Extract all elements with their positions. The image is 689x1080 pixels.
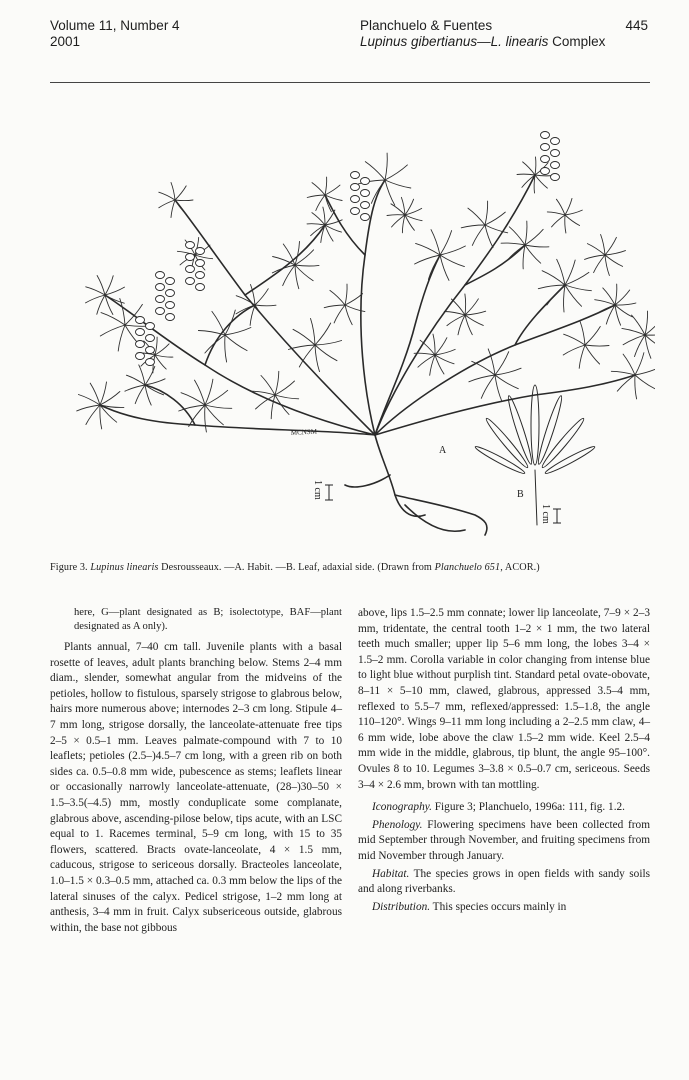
leaflet	[118, 325, 125, 351]
leaf-whorl	[77, 382, 124, 429]
habitat-paragraph	[358, 867, 650, 898]
flower	[186, 254, 195, 261]
flower	[156, 296, 165, 303]
leaflet	[509, 227, 525, 245]
habitat-text: The species grows in open fields with sandy soils and along riverbanks.	[358, 867, 650, 896]
flower	[361, 214, 370, 221]
leaflet	[495, 375, 518, 389]
leaflet	[387, 215, 405, 216]
leaflet	[135, 385, 145, 404]
caption-figure-number: Figure 3.	[50, 562, 88, 573]
leaflet	[565, 198, 572, 215]
leaflet	[189, 405, 205, 427]
leaflet	[171, 183, 175, 201]
caption-voucher: Planchuelo 651	[434, 562, 501, 573]
leaflet	[385, 165, 407, 180]
leaflet	[385, 153, 387, 180]
flower	[146, 323, 155, 330]
leaflet	[525, 229, 543, 245]
leaflet	[295, 265, 319, 266]
header-rule	[50, 82, 650, 83]
leaflet	[564, 334, 585, 345]
flower	[551, 174, 560, 181]
leaflet	[579, 345, 585, 368]
leaflet	[325, 177, 327, 195]
leaflet	[615, 284, 617, 305]
leaf-whorl	[307, 207, 342, 242]
leaf-whorl	[86, 276, 125, 315]
leaflet	[615, 305, 621, 325]
leaflet	[431, 230, 440, 255]
leaf-whorl	[272, 241, 319, 288]
plant-stems	[100, 175, 635, 535]
leaflet	[105, 276, 113, 295]
leaflet	[299, 345, 315, 367]
leaflet	[564, 285, 565, 312]
leaf-whorl	[469, 349, 521, 401]
leaflet	[311, 318, 316, 345]
running-header-right	[360, 18, 605, 50]
leaf-whorl	[547, 198, 582, 233]
leaflet	[295, 265, 313, 281]
raceme	[541, 132, 560, 181]
iconography-label: Iconography.	[372, 801, 432, 814]
leaf-whorl	[444, 294, 485, 335]
leaflet	[312, 183, 325, 195]
leaflet	[420, 340, 435, 355]
flower	[351, 172, 360, 179]
leaf-whorl	[159, 183, 193, 218]
leaflet	[155, 337, 157, 355]
leaf-whorl	[387, 197, 422, 232]
flower	[166, 302, 175, 309]
flower	[136, 317, 145, 324]
leaflet	[175, 200, 193, 201]
flower	[196, 284, 205, 291]
flower	[541, 156, 550, 163]
leaflet	[645, 311, 648, 335]
leaf-whorl	[585, 235, 626, 276]
leaflet	[525, 221, 527, 245]
flower	[186, 278, 195, 285]
leaflet	[585, 345, 600, 364]
leaflet	[293, 329, 315, 345]
leaflet	[212, 311, 225, 335]
leaflet	[86, 295, 106, 303]
leaflet	[86, 405, 100, 425]
flower	[541, 168, 550, 175]
lupinus-linearis-drawing	[45, 105, 655, 545]
leaflet	[77, 405, 100, 411]
scale-label-b: 1 cm	[540, 504, 551, 524]
leaflet	[556, 199, 565, 215]
iconography-paragraph	[358, 800, 650, 816]
leaflet	[325, 185, 340, 195]
leaflet	[275, 395, 299, 399]
flower	[186, 266, 195, 273]
leaf-whorl	[198, 310, 251, 362]
leaflet	[402, 215, 405, 233]
leaflet	[236, 296, 255, 305]
leaflet	[645, 335, 651, 358]
leaflet	[635, 353, 644, 375]
phenology-label: Phenology.	[372, 818, 423, 831]
short-title-rest: Complex	[548, 34, 606, 49]
leaflet	[465, 294, 466, 315]
leaflet	[195, 255, 213, 259]
flower	[196, 260, 205, 267]
caption-description: Desrousseaux. —A. Habit. —B. Leaf, adaxial side. (Drawn from	[158, 562, 435, 573]
flower	[351, 196, 360, 203]
leaf-whorl	[288, 318, 341, 371]
leaflet	[225, 335, 227, 362]
distribution-text: This species occurs mainly in	[430, 900, 567, 913]
leaflet	[435, 349, 455, 355]
leaflet	[485, 212, 505, 225]
flower	[351, 184, 360, 191]
flower	[196, 272, 205, 279]
flower	[146, 359, 155, 366]
leaflet	[615, 305, 632, 317]
phenology-paragraph	[358, 818, 650, 865]
leaflet	[126, 375, 145, 385]
leaf-whorl	[307, 177, 342, 212]
flower	[136, 341, 145, 348]
leaflet	[565, 285, 582, 306]
leaflet	[623, 354, 635, 375]
flower	[551, 150, 560, 157]
leaflet	[465, 299, 478, 315]
leaf-whorl	[415, 230, 466, 281]
leaflet	[255, 305, 276, 306]
leaflet	[552, 215, 566, 227]
article-authors: Planchuelo & Fuentes	[360, 18, 493, 33]
page-number: 445	[625, 18, 648, 33]
flower	[186, 242, 195, 249]
flower	[146, 347, 155, 354]
leaflet	[565, 285, 591, 291]
leaflet	[171, 200, 175, 218]
type-specimen-note: here, G—plant designated as B; isolectotype, BAF—plant designated as A only).	[74, 607, 342, 632]
leaflet	[385, 180, 411, 188]
leaflet	[615, 303, 636, 305]
leaflet	[440, 255, 449, 280]
figure-caption	[50, 561, 660, 574]
flower	[551, 138, 560, 145]
leaflet	[481, 375, 495, 398]
article-short-title	[360, 34, 605, 50]
leaflet	[312, 213, 325, 225]
leaflet	[501, 243, 525, 245]
raceme	[186, 242, 205, 291]
flower	[156, 272, 165, 279]
leaflet	[345, 294, 363, 305]
leaf-whorl	[461, 201, 508, 248]
leaflet	[523, 162, 535, 175]
leaflet	[295, 250, 314, 265]
leaflet	[345, 284, 347, 305]
leaf-whorl	[595, 284, 636, 325]
leaf-whorl	[501, 221, 549, 269]
leaflet	[307, 195, 325, 198]
leaflet	[468, 208, 485, 225]
artist-signature: MCNSM	[290, 427, 318, 437]
distribution-paragraph	[358, 900, 650, 916]
leaflet	[275, 371, 279, 395]
leaflet	[587, 244, 605, 255]
leaflet	[525, 245, 549, 247]
leaflet	[97, 276, 105, 296]
flower	[166, 314, 175, 321]
flower	[361, 202, 370, 209]
leaflet	[615, 290, 630, 305]
leaflet	[315, 345, 337, 361]
figure-label-a: A	[439, 445, 447, 456]
leaflet	[315, 345, 320, 372]
leaflet	[391, 204, 405, 215]
leaflet	[205, 405, 207, 432]
figure-label-b: B	[517, 489, 524, 500]
leaf-whorl	[517, 157, 553, 193]
leaflet	[535, 157, 536, 175]
flower	[156, 284, 165, 291]
leaflet	[585, 327, 600, 346]
leaflet	[97, 295, 105, 314]
leaflet	[145, 385, 164, 395]
leaflet	[440, 246, 465, 255]
text-column-right	[358, 606, 650, 915]
leaflet	[155, 355, 173, 357]
leaflet	[444, 312, 465, 316]
leaflet	[295, 241, 300, 265]
caption-species: Lupinus linearis	[90, 562, 159, 573]
botanical-illustration	[45, 105, 655, 545]
leaflet	[416, 243, 440, 255]
leaflet	[324, 305, 345, 308]
leaflet	[100, 405, 102, 429]
leaflet	[440, 231, 452, 255]
leaflet	[565, 215, 566, 233]
leaflet	[365, 162, 385, 180]
leaflet	[585, 345, 609, 346]
scale-label-a: 1 cm	[312, 480, 323, 500]
short-title-italic: Lupinus gibertianus—L. linearis	[360, 34, 549, 49]
leaflet	[594, 255, 605, 273]
leaflet	[517, 174, 535, 175]
flower	[136, 329, 145, 336]
journal-year: 2001	[50, 34, 81, 49]
flower	[361, 190, 370, 197]
leaflet	[523, 245, 525, 269]
flower	[551, 162, 560, 169]
flower	[166, 278, 175, 285]
leaf-whorl	[414, 334, 455, 375]
iconography-text: Figure 3; Planchuelo, 1996a: 111, fig. 1.2.	[431, 801, 626, 814]
scale-bars	[325, 485, 561, 523]
leaf-whorl	[622, 311, 655, 358]
flower	[166, 290, 175, 297]
caption-herbarium: , ACOR.)	[500, 562, 540, 573]
leaflet	[535, 175, 547, 188]
journal-volume: Volume 11, Number 4	[50, 18, 180, 33]
leaflet	[255, 289, 268, 305]
flower	[146, 335, 155, 342]
phenology-text: Flowering specimens have been collected from mid September through November, and fruiting specimens from mid November through January.	[358, 818, 650, 862]
leaflet	[525, 245, 541, 263]
leaflet	[565, 215, 580, 226]
leaflet	[522, 175, 535, 187]
distribution-label: Distribution.	[372, 900, 431, 913]
leaflet	[485, 201, 488, 225]
flower	[361, 178, 370, 185]
leaflet	[611, 371, 635, 375]
leaflet	[175, 186, 186, 200]
species-description: Plants annual, 7–40 cm tall. Juvenile plants with a basal rosette of leaves, adult plants branching below. Stems 2–4 mm diam., slender, somewhat angular from the midveins of the petioles, hollow to fistulous, sparsely strigose to glabrous below, hairs more numerous above; internodes 2–3 cm long. Stipule 4–7 mm long, strigose dorsally, the lanceolate-attenuate free tips 2–5 × 0.5–1 mm. Leaves palmate-compound with 7 to 10 leaflets; petioles (2.5–)4.5–7 cm long, with a green rib on both sides ca. 0.5–0.8 mm wide, pubescence as stems; leaflets linear or occasionally narrowly lanceolate-attenuate, (28–)30–50 × 1.5–3.5(–4.5) mm, mostly conduplicate some complanate, glabrous above, ascending-pilose below, tips acute, with an LSC equal to 1. Racemes terminal, 5–9 cm long, with 15 to 35 flowers, scattered. Bracts ovate-lanceolate, 4 × 1.5 mm, caducous, strigose to sericeous dorsally. Bracteoles lanceolate, 1.0–1.5 × 0.3–0.5 mm, attached ca. 0.3 mm below the lips of the lateral sinuses of the calyx. Pedicel strigose, 1–2 mm long at anthesis, 3–4 mm in fruit. Calyx subsericeous outside, glabrous within, the base not gibbous	[50, 641, 343, 934]
leaflet	[557, 259, 565, 285]
leaf-b-drawing	[474, 385, 596, 525]
flower	[541, 132, 550, 139]
leaf-whorl	[125, 365, 165, 405]
leaflet	[635, 375, 637, 399]
leaflet	[461, 225, 485, 228]
leaflet	[86, 287, 105, 295]
leaflet	[605, 237, 616, 255]
leaflet	[435, 338, 447, 355]
flower	[351, 208, 360, 215]
flower	[136, 353, 145, 360]
leaflet	[334, 305, 345, 323]
habitat-label: Habitat.	[372, 867, 410, 880]
leaflet	[547, 212, 565, 215]
description-continuation: above, lips 1.5–2.5 mm connate; lower lip lanceolate, 7–9 × 2–3 mm, tridentate, the central tooth 1–2 × 1 mm, the two lateral teeth much smaller; upper lip 5–6 mm long, the lobes 3–4 × 1.5–2 mm. Corolla variable in color changing from intense blue to light blue without purplish tint. Standard petal ovate-obovate, 8–11 × 5–10 mm, clawed, glabrous, appressed 3.5–4 mm, reflexed to 5.5–7 mm, reflexed/appressed: 1.5–1.8, the angle 110–120°. Wings 9–11 mm long including a 2–2.5 mm claw, 4–6 mm wide, lobe above the claw 1.5–2 mm wide. Keel 2.5–4 mm wide in the middle, glabrous, tip blunt, the angle 95–100°. Ovules 8 to 10. Legumes 3–3.8 × 0.5–0.7 cm, sericeous. Seeds 3–4 × 2.6 mm, brown with tan mottling.	[358, 607, 650, 791]
leaflet	[315, 323, 331, 345]
leaflet	[225, 328, 251, 336]
leaf-whorl	[563, 322, 609, 369]
flower	[541, 144, 550, 151]
flower	[156, 308, 165, 315]
leaflet	[433, 334, 435, 355]
flower	[196, 248, 205, 255]
leaflet	[534, 175, 535, 193]
leaflet	[307, 224, 325, 225]
text-column-left	[50, 606, 342, 936]
leaflet	[330, 290, 345, 305]
leaflet	[345, 305, 365, 312]
leaflet	[315, 341, 342, 346]
leaflet	[472, 225, 485, 245]
leaflet	[271, 395, 275, 419]
leaflet	[440, 255, 464, 267]
leaflet	[205, 405, 232, 408]
leaflet	[605, 255, 623, 266]
leaflet	[635, 375, 655, 389]
raceme	[351, 172, 370, 221]
leaf-whorl	[611, 353, 655, 399]
running-header-left	[50, 18, 180, 50]
leaflet	[105, 287, 125, 295]
leaflet	[580, 322, 585, 346]
leaflet	[159, 192, 175, 200]
leaf-whorl	[324, 284, 365, 325]
raceme	[156, 272, 175, 321]
leaflet	[225, 335, 247, 351]
leaflet	[495, 352, 509, 375]
